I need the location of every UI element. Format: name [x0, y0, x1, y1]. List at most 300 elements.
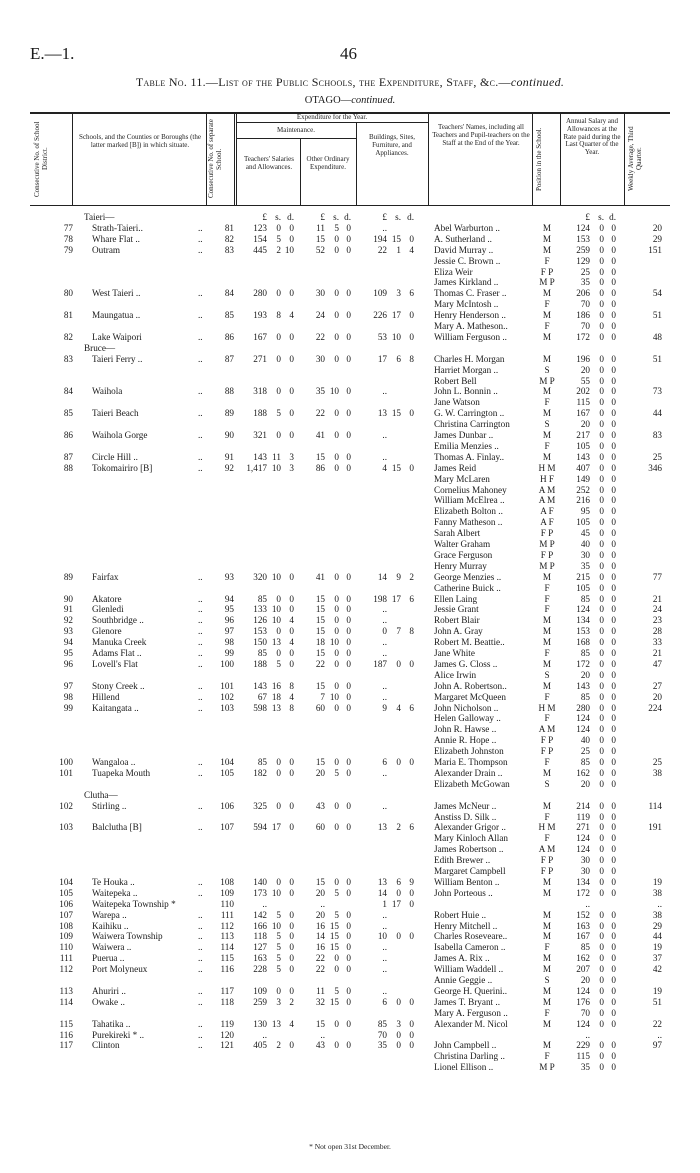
annual-salary-pence: 0 — [611, 648, 616, 658]
school-name: Maungatua .. — [92, 310, 141, 321]
buildings-pence: 0 — [409, 1040, 414, 1051]
teacher-name: Lionel Ellison .. — [434, 1062, 494, 1073]
annual-salary-pence: 0 — [611, 375, 616, 386]
weekly-attendance: 38 — [652, 909, 662, 920]
table-row — [0, 430, 700, 441]
salary-pounds: 126 — [253, 615, 267, 626]
leader-dots: .. — [198, 822, 203, 833]
salary-pounds: 594 — [253, 822, 267, 833]
annual-salary-shillings: 0 — [599, 746, 604, 757]
annual-salary-pence: 0 — [611, 844, 616, 855]
teacher-position: M — [542, 1018, 552, 1029]
teacher-name: Helen Galloway .. — [434, 713, 501, 724]
school-number: 86 — [224, 331, 234, 342]
other-pence: 0 — [346, 615, 351, 626]
school-name: West Taieri .. — [92, 288, 141, 299]
other-pence: 0 — [346, 408, 351, 419]
leader-dots: .. — [198, 1018, 203, 1029]
buildings-shillings: 2 — [396, 822, 401, 833]
other-pence: 0 — [346, 222, 351, 233]
buildings-pounds: .. — [382, 691, 387, 702]
school-name: Wangaloa .. — [92, 757, 136, 767]
teacher-position: F — [544, 593, 550, 604]
other-shillings: 0 — [334, 331, 339, 342]
other-shillings: 0 — [334, 462, 339, 473]
school-name: Whare Flat .. — [92, 233, 140, 244]
position-header: Position in the School. — [535, 127, 543, 191]
table-row — [0, 441, 700, 452]
teacher-position: F — [544, 604, 550, 615]
table-row — [0, 681, 700, 692]
teacher-name: Robert Blair — [434, 615, 480, 626]
school-name: Hillend — [92, 691, 120, 702]
annual-salary-pence: 0 — [611, 713, 616, 724]
other-pence: 0 — [346, 451, 351, 462]
table-row — [0, 692, 700, 703]
teacher-name: Christina Carrington — [434, 419, 510, 430]
salary-pounds: 85 — [257, 648, 267, 658]
salary-pounds: 320 — [253, 571, 267, 582]
salary-pence: 0 — [289, 408, 294, 419]
header-divider — [560, 112, 561, 206]
table-row — [0, 245, 700, 256]
annual-salary-header: Annual Salary and Allowances at the Rate paid during the Last Quarter of the Year. — [563, 117, 621, 157]
teacher-name: James Kirkland .. — [434, 277, 499, 288]
annual-salary-pence: 0 — [611, 920, 616, 931]
school-number: 110 — [220, 898, 234, 909]
district-number: 91 — [63, 604, 73, 615]
school-number: 101 — [220, 680, 234, 691]
header-divider — [236, 122, 428, 123]
annual-salary-pounds: 25 — [580, 266, 590, 277]
annual-salary-shillings: 0 — [599, 299, 604, 310]
teacher-position: F — [544, 1007, 550, 1018]
salary-pence: 0 — [289, 942, 294, 953]
other-pence: 0 — [346, 233, 351, 244]
annual-salary-pence: 0 — [611, 473, 616, 484]
buildings-pence: 0 — [409, 233, 414, 244]
district-number: 101 — [59, 767, 73, 778]
buildings-pounds: 70 — [377, 1029, 387, 1040]
annual-salary-shillings: 0 — [599, 876, 604, 887]
district-number: 107 — [59, 909, 73, 920]
school-number: 81 — [224, 222, 234, 233]
teacher-name: A. Sutherland .. — [434, 233, 492, 244]
other-shillings: 0 — [334, 310, 339, 321]
weekly-attendance: 28 — [652, 626, 662, 637]
school-name: Waiwera Township — [92, 931, 163, 942]
leader-dots: .. — [198, 648, 203, 658]
teacher-name: Henry Henderson .. — [434, 310, 506, 321]
salary-pounds: 445 — [253, 244, 267, 255]
teacher-name: Annie R. Hope .. — [434, 735, 497, 746]
buildings-shillings: 9 — [396, 571, 401, 582]
other-pounds: 43 — [315, 800, 325, 811]
annual-salary-pounds: .. — [585, 898, 590, 909]
annual-salary-shillings: 0 — [599, 310, 604, 321]
other-shillings: 15 — [329, 996, 339, 1007]
other-pounds: 86 — [315, 462, 325, 473]
teacher-position: M — [542, 658, 552, 669]
currency-unit: d. — [609, 212, 616, 222]
annual-salary-pence: 0 — [611, 299, 616, 310]
school-name: Fairfax — [92, 571, 119, 582]
salary-pounds: 123 — [253, 222, 267, 233]
other-pounds: 22 — [315, 658, 325, 669]
table-row — [0, 790, 700, 801]
district-number: 110 — [59, 942, 73, 953]
school-name: Taieri Beach — [92, 408, 139, 419]
salary-shillings: 16 — [271, 680, 281, 691]
table-row — [0, 1030, 700, 1041]
annual-salary-shillings: 0 — [599, 844, 604, 855]
buildings-pounds: 22 — [377, 244, 387, 255]
school-number: 104 — [220, 757, 234, 767]
table-row — [0, 299, 700, 310]
buildings-pounds: .. — [382, 920, 387, 931]
other-pounds: 7 — [320, 691, 325, 702]
buildings-pence: 6 — [409, 288, 414, 299]
header-divider — [236, 138, 356, 139]
table-title-label: Table No. 11.—List of the Public Schools, the Expenditure, Staff, &c.— — [135, 75, 511, 89]
school-number: 105 — [220, 767, 234, 778]
salary-pence: 0 — [289, 222, 294, 233]
salary-shillings: 0 — [276, 648, 281, 658]
salary-shillings: 0 — [276, 876, 281, 887]
teacher-position: M — [542, 920, 552, 931]
teacher-position: F — [544, 648, 550, 658]
salary-pence: 0 — [289, 353, 294, 364]
buildings-pence: 0 — [409, 331, 414, 342]
currency-unit: £ — [585, 212, 590, 222]
annual-salary-pence: 0 — [611, 876, 616, 887]
annual-salary-pounds: 202 — [576, 386, 590, 397]
school-number: 111 — [220, 909, 234, 920]
weekly-attendance: 97 — [652, 1040, 662, 1051]
salary-pence: 0 — [289, 658, 294, 669]
header-divider — [532, 112, 533, 206]
teacher-name: John Campbell .. — [434, 1040, 497, 1051]
leader-dots: .. — [198, 637, 203, 648]
weekly-attendance: 25 — [652, 451, 662, 462]
annual-salary-shillings: 0 — [599, 724, 604, 735]
table-row — [0, 463, 700, 474]
buildings-pounds: 9 — [382, 702, 387, 713]
weekly-attendance: 114 — [648, 800, 662, 811]
teacher-position: M — [542, 233, 552, 244]
teacher-position: M — [542, 931, 552, 942]
school-name: Purekireki * .. — [92, 1029, 145, 1040]
buildings-pounds: 14 — [377, 887, 387, 898]
teacher-name: George H. Querini.. — [434, 985, 508, 996]
table-row — [0, 986, 700, 997]
salary-pence: 0 — [289, 953, 294, 964]
other-shillings: 15 — [329, 931, 339, 942]
annual-salary-pounds: 70 — [580, 1007, 590, 1018]
teacher-name: Mary A. Matheson.. — [434, 321, 508, 331]
district-number: 80 — [63, 288, 73, 299]
other-pence: 0 — [346, 1040, 351, 1051]
school-name: Ahuriri .. — [92, 985, 126, 996]
salary-pence: 0 — [289, 288, 294, 299]
annual-salary-shillings: 0 — [599, 495, 604, 506]
other-shillings: 0 — [334, 430, 339, 440]
annual-salary-pounds: 129 — [576, 255, 590, 266]
annual-salary-shillings: 0 — [599, 419, 604, 430]
annual-salary-pounds: 55 — [580, 375, 590, 386]
annual-salary-pence: 0 — [611, 321, 616, 331]
teacher-position: A F — [540, 517, 554, 528]
teacher-position: M — [542, 909, 552, 920]
leader-dots: .. — [198, 222, 203, 233]
teacher-name: Christina Darling .. — [434, 1051, 505, 1062]
salary-shillings: 13 — [271, 637, 281, 648]
annual-salary-shillings: 0 — [599, 364, 604, 375]
other-pounds: 15 — [315, 876, 325, 887]
other-pence: 0 — [346, 942, 351, 953]
table-row — [0, 223, 700, 234]
annual-salary-pence: 0 — [611, 266, 616, 277]
district-number: 92 — [63, 615, 73, 626]
annual-salary-pence: 0 — [611, 364, 616, 375]
teacher-position: M — [542, 964, 552, 975]
teacher-name: Isabella Cameron .. — [434, 942, 506, 953]
school-name: Waiwera .. — [92, 942, 132, 953]
annual-salary-shillings: 0 — [599, 866, 604, 876]
salary-pence: 0 — [289, 964, 294, 975]
teacher-name: Robert Huie .. — [434, 909, 487, 920]
salary-pence: 0 — [289, 909, 294, 920]
weekly-attendance: 19 — [652, 985, 662, 996]
leader-dots: .. — [198, 430, 203, 440]
table-row — [0, 539, 700, 550]
table-row — [0, 779, 700, 790]
teacher-name: Elizabeth Johnston — [434, 746, 504, 757]
school-name: Tokomairiro [B] — [92, 462, 153, 473]
annual-salary-shillings: 0 — [599, 517, 604, 528]
annual-salary-pence: 0 — [611, 517, 616, 528]
salary-pounds: .. — [262, 1029, 267, 1040]
salary-shillings: 5 — [276, 953, 281, 964]
annual-salary-shillings: 0 — [599, 549, 604, 560]
buildings-shillings: 3 — [396, 1018, 401, 1029]
buildings-pounds: .. — [382, 386, 387, 397]
weekly-attendance: .. — [657, 1029, 662, 1040]
weekly-attendance: 47 — [652, 658, 662, 669]
teacher-position: M — [542, 331, 552, 342]
table-row — [0, 855, 700, 866]
other-pounds: 41 — [315, 571, 325, 582]
other-shillings: 15 — [329, 942, 339, 953]
salary-pence: 0 — [289, 931, 294, 942]
school-number: 94 — [224, 593, 234, 604]
teacher-name: Edith Brewer .. — [434, 855, 491, 866]
teacher-name: Robert Bell — [434, 375, 477, 386]
school-name: Outram — [92, 244, 121, 255]
table-row — [0, 833, 700, 844]
table-row — [0, 550, 700, 561]
table-title — [0, 75, 700, 90]
other-shillings: 0 — [334, 953, 339, 964]
other-pence: 0 — [346, 767, 351, 778]
teacher-name: Charles Roseveare.. — [434, 931, 508, 942]
teacher-position: F P — [540, 266, 554, 277]
teacher-position: H M — [538, 702, 556, 713]
annual-salary-shillings: 0 — [599, 277, 604, 288]
school-number: 85 — [224, 310, 234, 321]
leader-dots: .. — [198, 942, 203, 953]
leader-dots: .. — [198, 931, 203, 942]
weekly-attendance: 51 — [652, 353, 662, 364]
teacher-name: Mary Kinloch Allan — [434, 833, 508, 844]
teacher-name: Harriet Morgan .. — [434, 364, 499, 375]
buildings-shillings: 17 — [391, 593, 401, 604]
annual-salary-pence: 0 — [611, 462, 616, 473]
school-name: Lake Waipori — [92, 331, 142, 342]
other-pounds: 32 — [315, 996, 325, 1007]
buildings-pence: 9 — [409, 876, 414, 887]
annual-salary-shillings: 0 — [599, 964, 604, 975]
annual-salary-pounds: 70 — [580, 299, 590, 310]
weekly-attendance: 24 — [652, 604, 662, 615]
leader-dots: .. — [198, 920, 203, 931]
leader-dots: .. — [198, 626, 203, 637]
buildings-pounds: .. — [382, 680, 387, 691]
annual-salary-pounds: 162 — [576, 953, 590, 964]
school-name: Warepa .. — [92, 909, 127, 920]
annual-salary-pounds: 35 — [580, 560, 590, 571]
teacher-position: A M — [538, 844, 556, 855]
region-name: OTAGO— — [304, 95, 352, 106]
annual-salary-pence: 0 — [611, 495, 616, 506]
school-name: Circle Hill .. — [92, 451, 138, 462]
annual-salary-shillings: 0 — [599, 691, 604, 702]
school-number: 95 — [224, 604, 234, 615]
salary-shillings: 0 — [276, 626, 281, 637]
annual-salary-pounds: 271 — [576, 822, 590, 833]
other-expenditure-header: Other Ordinary Expenditure. — [306, 155, 350, 171]
annual-salary-pounds: 176 — [576, 996, 590, 1007]
currency-unit: £ — [382, 212, 387, 222]
currency-unit: d. — [287, 212, 294, 222]
table-row — [0, 419, 700, 430]
weekly-attendance: .. — [657, 898, 662, 909]
teacher-name: John Nicholson .. — [434, 702, 499, 713]
salary-shillings: 17 — [271, 822, 281, 833]
table-row — [0, 997, 700, 1008]
teacher-position: A M — [538, 484, 556, 495]
teacher-position: F — [544, 321, 550, 331]
table-row — [0, 288, 700, 299]
teacher-name: Margaret McQueen — [434, 691, 507, 702]
buildings-pence: 0 — [409, 408, 414, 419]
annual-salary-pounds: 149 — [576, 473, 590, 484]
annual-salary-pence: 0 — [611, 909, 616, 920]
table-row — [0, 877, 700, 888]
other-pounds: 24 — [315, 310, 325, 321]
currency-unit: d. — [407, 212, 414, 222]
weekly-attendance: 19 — [652, 876, 662, 887]
other-pounds: 22 — [315, 408, 325, 419]
teacher-name: John R. Hawse .. — [434, 724, 497, 735]
annual-salary-pence: 0 — [611, 985, 616, 996]
weekly-attendance: 44 — [652, 931, 662, 942]
table-row — [0, 822, 700, 833]
buildings-pounds: 198 — [373, 593, 387, 604]
school-name: Waitepeka Township * — [92, 898, 176, 909]
teacher-position: M — [542, 244, 552, 255]
other-pounds: 14 — [315, 931, 325, 942]
teacher-name: William Benton .. — [434, 876, 500, 887]
annual-salary-shillings: 0 — [599, 778, 604, 789]
annual-salary-shillings: 0 — [599, 288, 604, 299]
table-row — [0, 746, 700, 757]
salary-shillings: 11 — [272, 451, 281, 462]
teacher-position: M P — [539, 539, 555, 549]
salary-pence: 4 — [289, 1018, 294, 1029]
other-shillings: 0 — [334, 876, 339, 887]
annual-salary-shillings: 0 — [599, 1062, 604, 1073]
other-pence: 0 — [346, 996, 351, 1007]
teacher-position: M P — [539, 277, 555, 288]
table-row — [0, 768, 700, 779]
buildings-shillings: 0 — [396, 931, 401, 942]
weekly-attendance: 48 — [652, 331, 662, 342]
footnote: * Not open 31st December. — [309, 1142, 391, 1151]
buildings-pounds: 14 — [377, 571, 387, 582]
salary-shillings: 5 — [276, 942, 281, 953]
other-pounds: 11 — [316, 222, 325, 233]
annual-salary-pounds: 115 — [576, 397, 590, 408]
annual-salary-pence: 0 — [611, 735, 616, 746]
table-row — [0, 376, 700, 387]
table-row — [0, 615, 700, 626]
annual-salary-pence: 0 — [611, 724, 616, 735]
annual-salary-shillings: 0 — [599, 648, 604, 658]
salary-pounds: 142 — [253, 909, 267, 920]
teacher-name: Thomas C. Fraser .. — [434, 288, 507, 299]
weekly-attendance: 73 — [652, 386, 662, 397]
school-number: 97 — [224, 626, 234, 637]
other-pounds: 15 — [315, 604, 325, 615]
buildings-pounds: 194 — [373, 233, 387, 244]
annual-salary-pounds: 280 — [576, 702, 590, 713]
district-number: 116 — [59, 1029, 73, 1040]
table-row — [0, 724, 700, 735]
annual-salary-shillings: 0 — [599, 473, 604, 484]
annual-salary-pounds: 207 — [576, 964, 590, 975]
teacher-name: Annie Geggie .. — [434, 975, 493, 985]
other-shillings: 15 — [329, 920, 339, 931]
annual-salary-pounds: 124 — [576, 1018, 590, 1029]
annual-salary-pounds: 229 — [576, 1040, 590, 1051]
school-number: 108 — [220, 876, 234, 887]
teacher-name: James McNeur .. — [434, 800, 497, 811]
other-pounds: 20 — [315, 909, 325, 920]
teacher-name: John A. Robertson.. — [434, 680, 507, 691]
table-row — [0, 321, 700, 332]
teacher-name: Charles H. Morgan — [434, 353, 505, 364]
annual-salary-pounds: 215 — [576, 571, 590, 582]
annual-salary-shillings: 0 — [599, 833, 604, 844]
weekly-attendance: 22 — [652, 1018, 662, 1029]
other-pence: 0 — [346, 985, 351, 996]
other-pounds: 20 — [315, 887, 325, 898]
teacher-name: Jane White — [434, 648, 475, 658]
annual-salary-shillings: 0 — [599, 593, 604, 604]
buildings-pounds: .. — [382, 604, 387, 615]
school-name: Strath-Taieri.. — [92, 222, 143, 233]
